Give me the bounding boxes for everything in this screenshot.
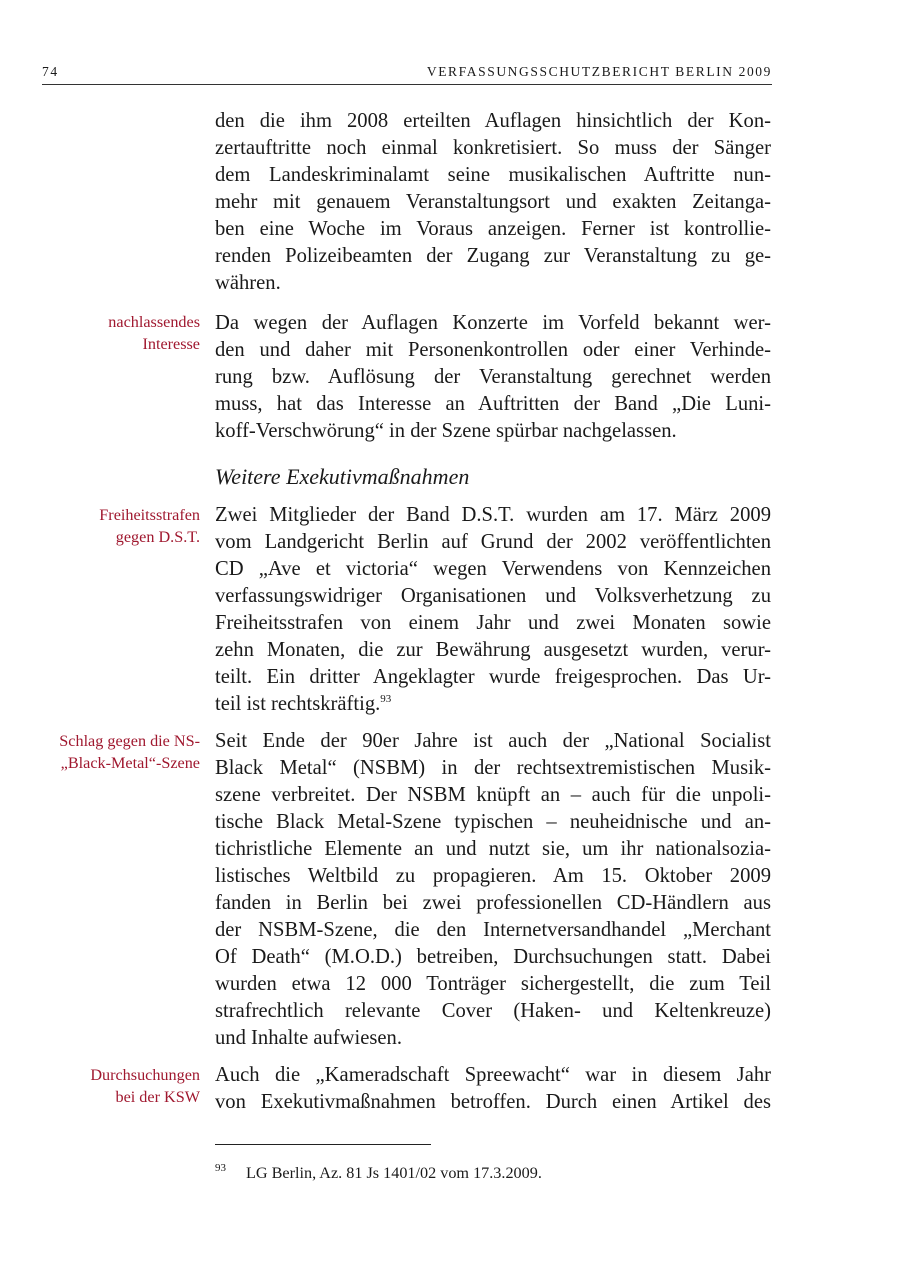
paragraph-5 [215, 1062, 771, 1116]
text-line: Auch die „Kameradschaft Spreewacht“ war in diesem Jahr [215, 1064, 771, 1086]
sidenote-black-metal: Schlag gegen die NS- „Black-Metal“-Szene [59, 732, 200, 772]
sidenote-nachlassendes-interesse: nachlassendes Interesse [108, 313, 200, 353]
text-line: listisches Weltbild zu propagieren. Am 15. Oktober 2009 [215, 865, 771, 887]
text-line: dem Landeskriminalamt seine musikalischen Auftritte nun- [215, 164, 771, 186]
text-line: renden Polizeibeamten der Zugang zur Veranstaltung zu ge- [215, 245, 771, 267]
text-line: vom Landgericht Berlin auf Grund der 2002 veröffentlichten [215, 531, 771, 553]
text-line: Of Death“ (M.O.D.) betreiben, Durchsuchungen statt. Dabei [215, 946, 771, 968]
text-line: den die ihm 2008 erteilten Auflagen hinsichtlich der Kon- [215, 110, 771, 132]
text-line: fanden in Berlin bei zwei professionellen CD-Händlern aus [215, 892, 771, 914]
footnote-text: LG Berlin, Az. 81 Js 1401/02 vom 17.3.2009. [246, 1164, 542, 1182]
paragraph-3 [215, 502, 771, 718]
text-line: währen. [215, 272, 281, 294]
text-line: teil ist rechtskräftig.$^{93}$ [215, 693, 392, 715]
text-line: ben eine Woche im Voraus anzeigen. Ferner ist kontrollie- [215, 218, 771, 240]
footnote-divider [215, 1144, 431, 1145]
text-line: koff-Verschwörung“ in der Szene spürbar nachgelassen. [215, 420, 677, 442]
text-line: tichristliche Elemente an und nutzt sie, um ihr nationalsozia- [215, 838, 771, 860]
text-line: Zwei Mitglieder der Band D.S.T. wurden am 17. März 2009 [215, 504, 771, 526]
text-line: wurden etwa 12 000 Tonträger sichergestellt, die zum Teil [215, 973, 771, 995]
text-line: zehn Monaten, die zur Bewährung ausgesetzt wurden, verur- [215, 639, 771, 661]
text-line: von Exekutivmaßnahmen betroffen. Durch einen Artikel des [215, 1091, 771, 1113]
text-line: CD „Ave et victoria“ wegen Verwendens von Kennzeichen [215, 558, 771, 580]
text-line: der NSBM-Szene, die den Internetversandhandel „Merchant [215, 919, 771, 941]
footnote-reference[interactable]: 93 [380, 693, 392, 705]
text-line: den und daher mit Personenkontrollen oder einer Verhinde- [215, 339, 771, 361]
text-line: Seit Ende der 90er Jahre ist auch der „National Socialist [215, 730, 771, 752]
text-line: muss, hat das Interesse an Auftritten der Band „Die Luni- [215, 393, 771, 415]
text-line: verfassungswidriger Organisationen und Volksverhetzung zu [215, 585, 771, 607]
text-line: szene verbreitet. Der NSBM knüpft an – auch für die unpoli- [215, 784, 771, 806]
text-line: und Inhalte aufwiesen. [215, 1027, 402, 1049]
footnote-93 [215, 1162, 542, 1183]
text-line: strafrechtlich relevante Cover (Haken- und Keltenkreuze) [215, 1000, 771, 1022]
text-line: tische Black Metal-Szene typischen – neuheidnische und an- [215, 811, 771, 833]
text-line: mehr mit genauem Veranstaltungsort und exakten Zeitanga- [215, 191, 771, 213]
text-line: zertauftritte noch einmal konkretisiert. So muss der Sänger [215, 137, 771, 159]
paragraph-4 [215, 728, 771, 1052]
text-line: Black Metal“ (NSBM) in der rechtsextremistischen Musik- [215, 757, 771, 779]
paragraph-1 [215, 108, 771, 297]
text-line: teilt. Ein dritter Angeklagter wurde freigesprochen. Das Ur- [215, 666, 771, 688]
footnote-number: 93 [215, 1162, 226, 1174]
text-line: rung bzw. Auflösung der Veranstaltung gerechnet werden [215, 366, 771, 388]
running-header [42, 64, 772, 85]
page-number: 74 [42, 64, 59, 79]
running-title: VERFASSUNGSSCHUTZBERICHT BERLIN 2009 [426, 64, 772, 79]
sidenote-freiheitsstrafen: Freiheitsstrafen gegen D.S.T. [99, 506, 200, 546]
text-line: Freiheitsstrafen von einem Jahr und zwei Monaten sowie [215, 612, 771, 634]
sidenote-durchsuchungen-ksw: Durchsuchungen bei der KSW [90, 1066, 200, 1106]
section-heading: Weitere Exekutivmaßnahmen [215, 464, 470, 489]
text-line: Da wegen der Auflagen Konzerte im Vorfeld bekannt wer- [215, 312, 771, 334]
paragraph-2 [215, 310, 771, 445]
